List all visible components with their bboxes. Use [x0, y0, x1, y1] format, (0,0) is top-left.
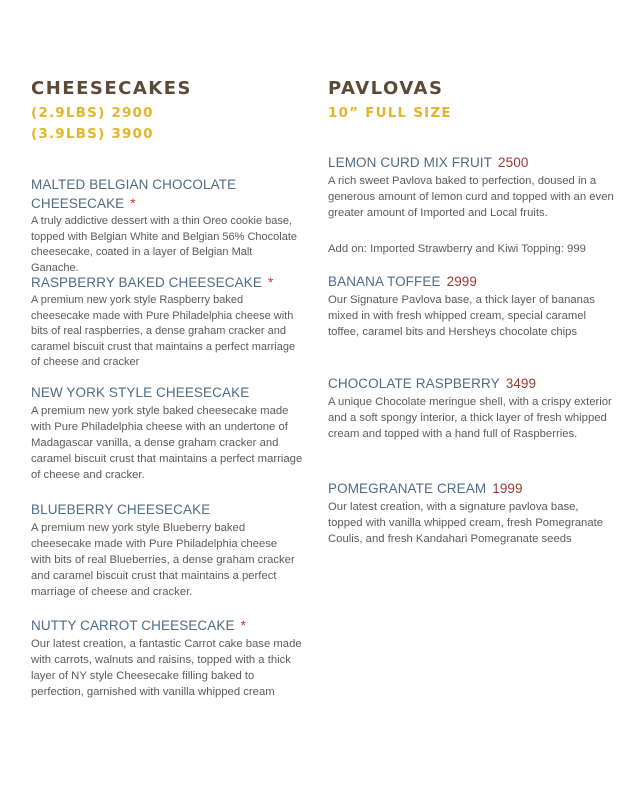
item-price: 2500 [498, 155, 529, 170]
item-description: Our latest creation, a fantastic Carrot cake base made with carrots, walnuts and raisins, topped with a thick layer of NY style Cheesecake filling baked to perfection, garnished with vanilla whipped cream [31, 638, 302, 698]
pavlovas-title: PAVLOVAS [328, 78, 444, 99]
cheesecakes-price-small: (2.9LBS) 2900 [31, 105, 154, 121]
item-name: NEW YORK STYLE CHEESECAKE [31, 385, 250, 400]
item-description: A premium new york style baked cheesecake made with Pure Philadelphia cheese with an undertone of Madagascar vanilla, a dense graham cracker and caramel biscuit crust that maintains a perfect marriage of cheese and cracker. [31, 405, 303, 481]
item-description: Our latest creation, with a signature pavlova base, topped with vanilla whipped cream, fresh Pomegranate Coulis, and fresh Kandahari Pomegranate seeds [328, 501, 604, 545]
item-price: 3499 [505, 376, 537, 391]
item-price: 2999 [446, 274, 478, 289]
featured-star: * [240, 618, 246, 633]
item-name: NUTTY CARROT CHEESECAKE [31, 618, 235, 633]
menu-item-nutty-carrot [31, 616, 303, 700]
item-description: A premium new york style Raspberry baked cheesecake made with Pure Philadelphia cheese with bits of real raspberries, a dense graham cracker and caramel biscuit crust that maintains a perfect marriage of cheese and cracker [31, 294, 296, 368]
item-name: BLUEBERRY CHEESECAKE [31, 502, 211, 517]
item-description: A premium new york style Blueberry baked cheesecake made with Pure Philadelphia cheese with bits of real Blueberries, a dense graham cracker and caramel biscuit crust that maintains a perfect marriage of cheese and cracker. [31, 522, 295, 598]
menu-item-new-york-style [31, 383, 303, 483]
item-name: LEMON CURD MIX FRUIT [328, 155, 492, 170]
cheesecakes-title: CHEESECAKES [31, 78, 192, 99]
item-description: A unique Chocolate meringue shell, with a crispy exterior and a soft spongy interior, a thick layer of fresh whipped cream and topped with a hand full of Raspberries. [328, 396, 612, 440]
item-name: MALTED BELGIAN CHOCOLATE [31, 177, 237, 192]
menu-item-pomegranate-cream [328, 479, 608, 547]
item-name: CHOCOLATE RASPBERRY [328, 376, 500, 391]
featured-star: * [130, 196, 136, 211]
menu-item-blueberry [31, 500, 299, 600]
addon-note: Add on: Imported Strawberry and Kiwi Topping: 999 [328, 243, 586, 255]
item-description: Our Signature Pavlova base, a thick layer of bananas mixed in with fresh whipped cream, special caramel toffee, caramel bits and Hersheys chocolate chips [328, 294, 595, 338]
item-name: RASPBERRY BAKED CHEESECAKE [31, 275, 262, 290]
item-name: POMEGRANATE CREAM [328, 481, 487, 496]
menu-item-malted-belgian [31, 175, 303, 276]
menu-item-lemon-curd [328, 153, 620, 221]
item-name-line2: CHEESECAKE [31, 196, 125, 211]
featured-star: * [267, 275, 274, 290]
item-name: BANANA TOFFEE [328, 274, 441, 289]
menu-item-raspberry-baked [31, 273, 301, 371]
menu-item-banana-toffee [328, 272, 620, 340]
cheesecakes-price-large: (3.9LBS) 3900 [31, 126, 154, 142]
item-price: 1999 [492, 481, 523, 496]
item-description: A rich sweet Pavlova baked to perfection, doused in a generous amount of lemon curd and topped with an even greater amount of Imported and Local fruits. [328, 175, 614, 219]
item-description: A truly addictive dessert with a thin Oreo cookie base, topped with Belgian White and Belgian 56% Chocolate cheesecake, coated in a layer of Belgian Malt Ganache. [31, 215, 298, 274]
pavlovas-size: 10” FULL SIZE [328, 105, 452, 121]
menu-item-chocolate-raspberry [328, 374, 618, 442]
